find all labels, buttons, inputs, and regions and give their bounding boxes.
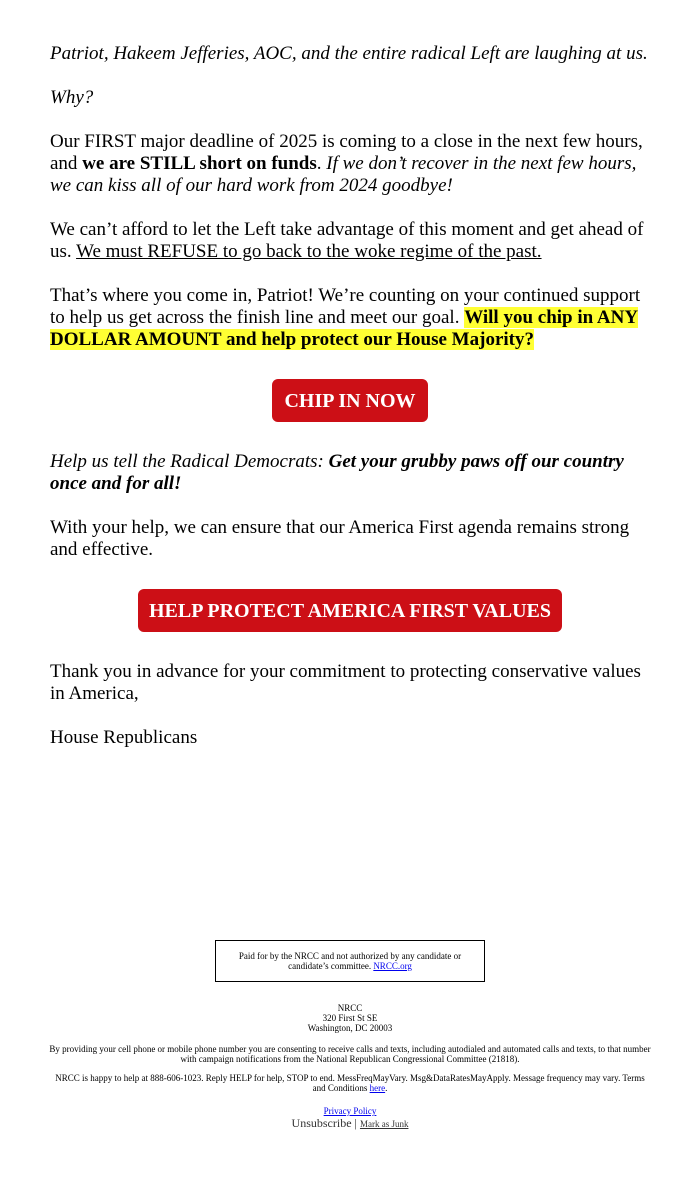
refuse-underlined-text: We must REFUSE to go back to the woke regime of the past. xyxy=(76,241,542,262)
deadline-warning-text: If we don’t recover in the next few hours, we can kiss all of our hard work from 2024 goodbye! xyxy=(50,153,637,196)
tell-democrats-text: Help us tell the Radical Democrats: xyxy=(50,451,329,472)
link-separator: | xyxy=(354,1116,357,1130)
mark-as-junk-link[interactable]: Mark as Junk xyxy=(359,1119,409,1129)
agenda-paragraph: With your help, we can ensure that our America First agenda remains strong and effective. xyxy=(50,517,630,560)
support-paragraph xyxy=(50,285,650,351)
org-name: NRCC xyxy=(337,1003,363,1013)
address-line-1: 320 First St SE xyxy=(322,1013,378,1023)
footer-links xyxy=(0,1106,700,1131)
privacy-policy-link[interactable]: Privacy Policy xyxy=(323,1106,377,1116)
email-footer xyxy=(0,940,700,1131)
mailing-address xyxy=(0,1003,700,1033)
highlighted-ask-text: Will you chip in ANY DOLLAR AMOUNT and help protect our House Majority? xyxy=(50,307,639,350)
deadline-period: . xyxy=(316,153,327,174)
terms-link[interactable]: here xyxy=(369,1083,386,1093)
chip-in-now-button[interactable]: CHIP IN NOW xyxy=(272,379,427,422)
thank-you-paragraph: Thank you in advance for your commitment to protecting conservative values in America, xyxy=(50,661,641,704)
protect-values-button[interactable]: HELP PROTECT AMERICA FIRST VALUES xyxy=(138,589,562,632)
grubby-paws-text: Get your grubby paws off our country once and for all! xyxy=(50,451,624,494)
paid-for-box xyxy=(215,940,485,982)
refuse-paragraph xyxy=(50,219,650,263)
deadline-paragraph xyxy=(50,131,650,197)
help-disclaimer: NRCC is happy to help at 888-606-1023. Reply HELP for help, STOP to end. MessFreqMayVary. Msg&DataRatesMayApply. Message frequency may vary. Terms and Conditions here. xyxy=(55,1073,645,1093)
tell-democrats-paragraph xyxy=(50,451,650,495)
refuse-text: We can’t afford to let the Left take advantage of this moment and get ahead of us. xyxy=(50,219,644,262)
deadline-text: Our FIRST major deadline of 2025 is coming to a close in the next few hours, and xyxy=(50,131,643,174)
email-body xyxy=(50,43,650,749)
unsubscribe-link[interactable]: Unsubscribe xyxy=(291,1116,352,1130)
why-paragraph: Why? xyxy=(50,87,94,108)
nrcc-link[interactable]: NRCC.org xyxy=(373,961,412,971)
short-on-funds-text: we are STILL short on funds xyxy=(82,153,317,174)
consent-disclaimer: By providing your cell phone or mobile phone number you are consenting to receive calls and texts, including autodialed and automated calls and texts, to that number with campaign notifications from the National Republican Congressional Committee (21818). xyxy=(49,1044,651,1064)
support-text: That’s where you come in, Patriot! We’re counting on your continued support to help us get across the finish line and meet our goal. xyxy=(50,285,641,328)
opening-paragraph: Patriot, Hakeem Jefferies, AOC, and the entire radical Left are laughing at us. xyxy=(50,43,648,64)
address-line-2: Washington, DC 20003 xyxy=(307,1023,393,1033)
paid-for-text: Paid for by the NRCC and not authorized by any candidate or candidate’s committee. xyxy=(238,951,462,971)
signature: House Republicans xyxy=(50,727,198,748)
help-disclaimer-text: NRCC is happy to help at 888-606-1023. Reply HELP for help, STOP to end. MessFreqMayVary. Msg&DataRatesMayApply. Message frequency may vary. Terms and Conditions xyxy=(55,1073,645,1093)
